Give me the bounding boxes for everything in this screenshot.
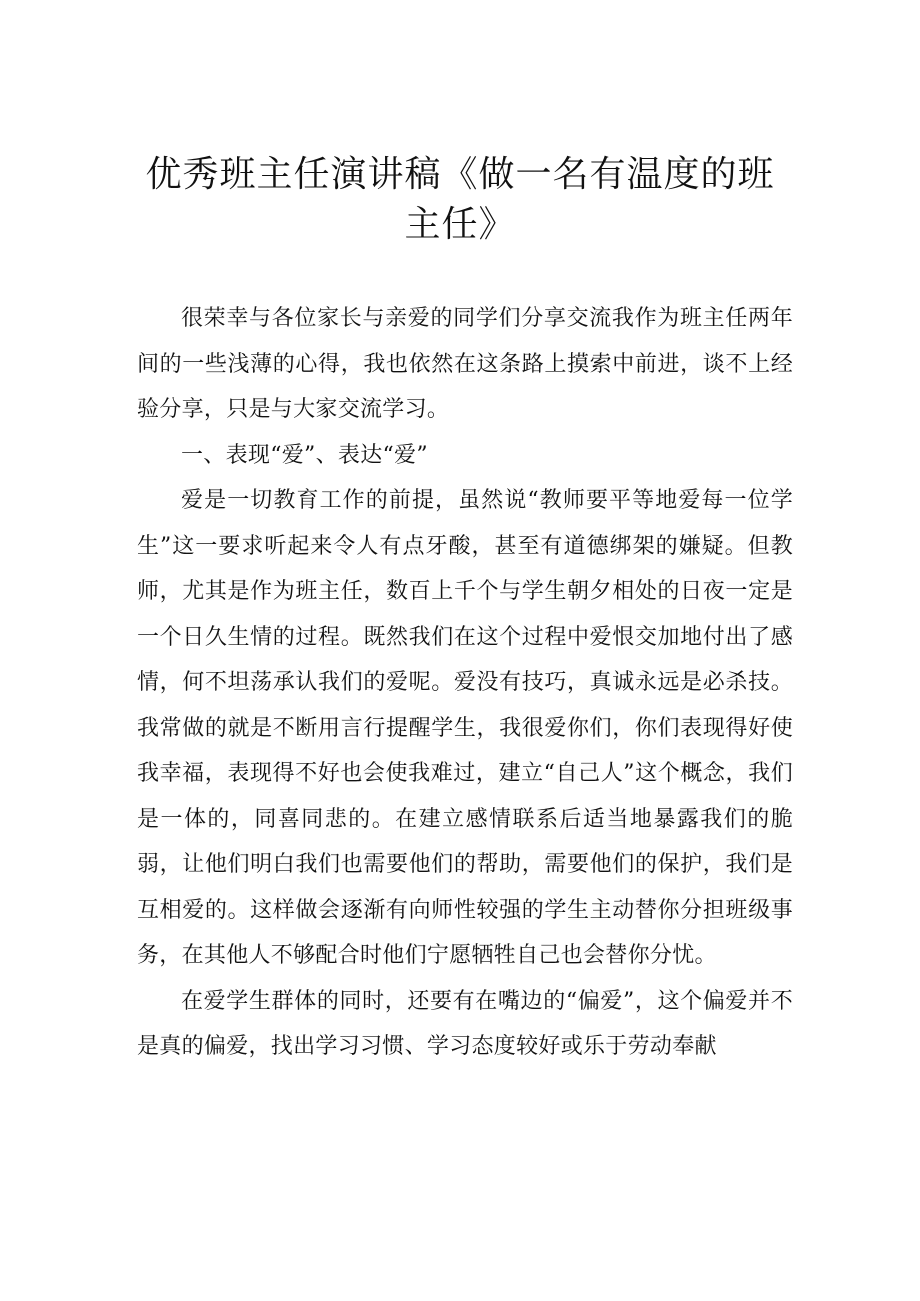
document-title: 优秀班主任演讲稿《做一名有温度的班主任》 <box>145 154 775 245</box>
paragraph-intro: 很荣幸与各位家长与亲爱的同学们分享交流我作为班主任两年间的一些浅薄的心得，我也依然在这条路上摸索中前进，谈不上经验分享，只是与大家交流学习。 <box>137 306 793 422</box>
section-heading-1: 一、表现“爱”、表达“爱” <box>181 442 428 468</box>
document-body <box>137 296 793 1070</box>
paragraph-love: 爱是一切教育工作的前提，虽然说“教师要平等地爱每一位学生”这一要求听起来令人有点牙酸，甚至有道德绑架的嫌疑。但教师，尤其是作为班主任，数百上千个与学生朝夕相处的日夜一定是一个日久生情的过程。既然我们在这个过程中爱恨交加地付出了感情，何不坦荡承认我们的爱呢。爱没有技巧，真诚永远是必杀技。我常做的就是不断用言行提醒学生，我很爱你们，你们表现得好使我幸福，表现得不好也会使我难过，建立“自己人”这个概念，我们是一体的，同喜同悲的。在建立感情联系后适当地暴露我们的脆弱，让他们明白我们也需要他们的帮助，需要他们的保护，我们是互相爱的。这样做会逐渐有向师性较强的学生主动替你分担班级事务，在其他人不够配合时他们宁愿牺牲自己也会替你分忧。 <box>137 488 793 968</box>
paragraph-partiality: 在爱学生群体的同时，还要有在嘴边的“偏爱”，这个偏爱并不是真的偏爱，找出学习习惯、学习态度较好或乐于劳动奉献 <box>137 988 793 1059</box>
